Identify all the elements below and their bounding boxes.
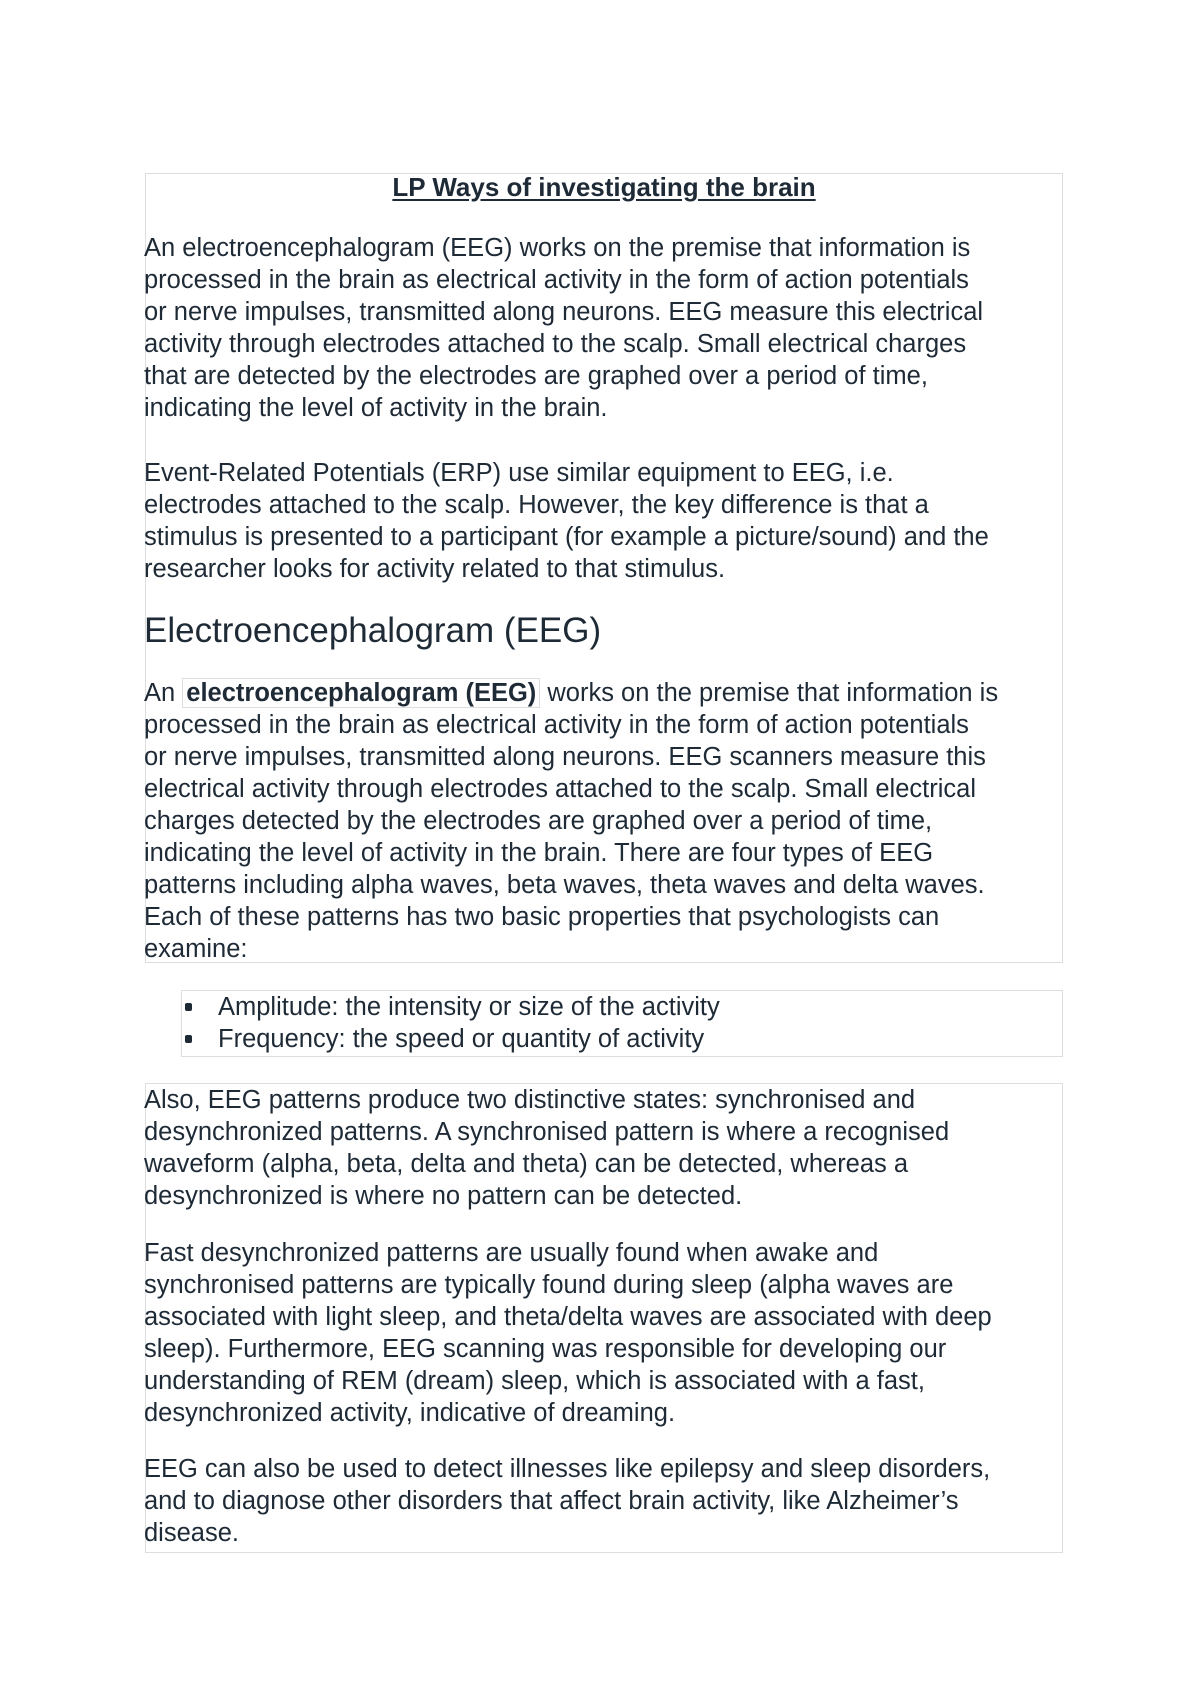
list-item (182, 991, 720, 1023)
illness-paragraph (144, 1453, 990, 1549)
text-line: indicating the level of activity in the brain. (144, 394, 608, 422)
text-line: Event-Related Potentials (ERP) use similar equipment to EEG, i.e. (144, 459, 894, 487)
intro-paragraph-eeg (144, 232, 983, 424)
text-line: Each of these patterns has two basic properties that psychologists can (144, 903, 940, 931)
bullet-icon (185, 1003, 192, 1011)
properties-list (182, 991, 720, 1055)
text-line: disease. (144, 1519, 239, 1547)
bullet-icon (185, 1035, 192, 1043)
page-title: LP Ways of investigating the brain (392, 172, 816, 202)
text-line: understanding of REM (dream) sleep, which is associated with a fast, (144, 1367, 925, 1395)
text-line: and to diagnose other disorders that affect brain activity, like Alzheimer’s (144, 1487, 959, 1515)
eeg-paragraph (144, 677, 998, 965)
text-line: associated with light sleep, and theta/delta waves are associated with deep (144, 1303, 992, 1331)
list-item-text: Frequency: the speed or quantity of activity (218, 1025, 705, 1053)
text-line: researcher looks for activity related to that stimulus. (144, 555, 726, 583)
text-line: electrodes attached to the scalp. However, the key difference is that a (144, 491, 929, 519)
list-item-text: Amplitude: the intensity or size of the activity (218, 993, 720, 1021)
text-line: activity through electrodes attached to the scalp. Small electrical charges (144, 330, 967, 358)
section-box-eeg-intro (145, 173, 1063, 963)
text-line: processed in the brain as electrical activity in the form of action potentials (144, 266, 969, 294)
text-line (144, 677, 998, 709)
text-line: Also, EEG patterns produce two distinctive states: synchronised and (144, 1086, 916, 1114)
text-line: Fast desynchronized patterns are usually found when awake and (144, 1239, 879, 1267)
text-line: waveform (alpha, beta, delta and theta) can be detected, whereas a (144, 1150, 909, 1178)
text-line: EEG can also be used to detect illnesses like epilepsy and sleep disorders, (144, 1455, 991, 1483)
text-line: electrical activity through electrodes attached to the scalp. Small electrical (144, 775, 976, 803)
text-line: synchronised patterns are typically found during sleep (alpha waves are (144, 1271, 954, 1299)
term-highlight: electroencephalogram (EEG) (182, 678, 540, 708)
section-heading-eeg: Electroencephalogram (EEG) (144, 611, 602, 650)
sleep-paragraph (144, 1237, 992, 1429)
text-line: processed in the brain as electrical activity in the form of action potentials (144, 711, 969, 739)
list-item (182, 1023, 720, 1055)
section-box-properties (181, 990, 1063, 1057)
text-line: charges detected by the electrodes are graphed over a period of time, (144, 807, 933, 835)
text-line: examine: (144, 935, 248, 963)
lead-in-text: An (144, 679, 183, 707)
text-line: sleep). Furthermore, EEG scanning was responsible for developing our (144, 1335, 947, 1363)
text-line: patterns including alpha waves, beta waves, theta waves and delta waves. (144, 871, 985, 899)
text-line: indicating the level of activity in the brain. There are four types of EEG (144, 839, 934, 867)
text-line: desynchronized patterns. A synchronised pattern is where a recognised (144, 1118, 950, 1146)
section-box-eeg-states (145, 1083, 1063, 1553)
intro-paragraph-erp (144, 457, 989, 585)
first-line-rest: works on the premise that information is (540, 679, 999, 707)
text-line: An electroencephalogram (EEG) works on the premise that information is (144, 234, 971, 262)
text-line: stimulus is presented to a participant (for example a picture/sound) and the (144, 523, 989, 551)
text-line: that are detected by the electrodes are graphed over a period of time, (144, 362, 928, 390)
states-paragraph (144, 1084, 949, 1212)
text-line: or nerve impulses, transmitted along neurons. EEG measure this electrical (144, 298, 984, 326)
text-line: or nerve impulses, transmitted along neurons. EEG scanners measure this (144, 743, 986, 771)
text-line: desynchronized activity, indicative of dreaming. (144, 1399, 676, 1427)
text-line: desynchronized is where no pattern can be detected. (144, 1182, 743, 1210)
